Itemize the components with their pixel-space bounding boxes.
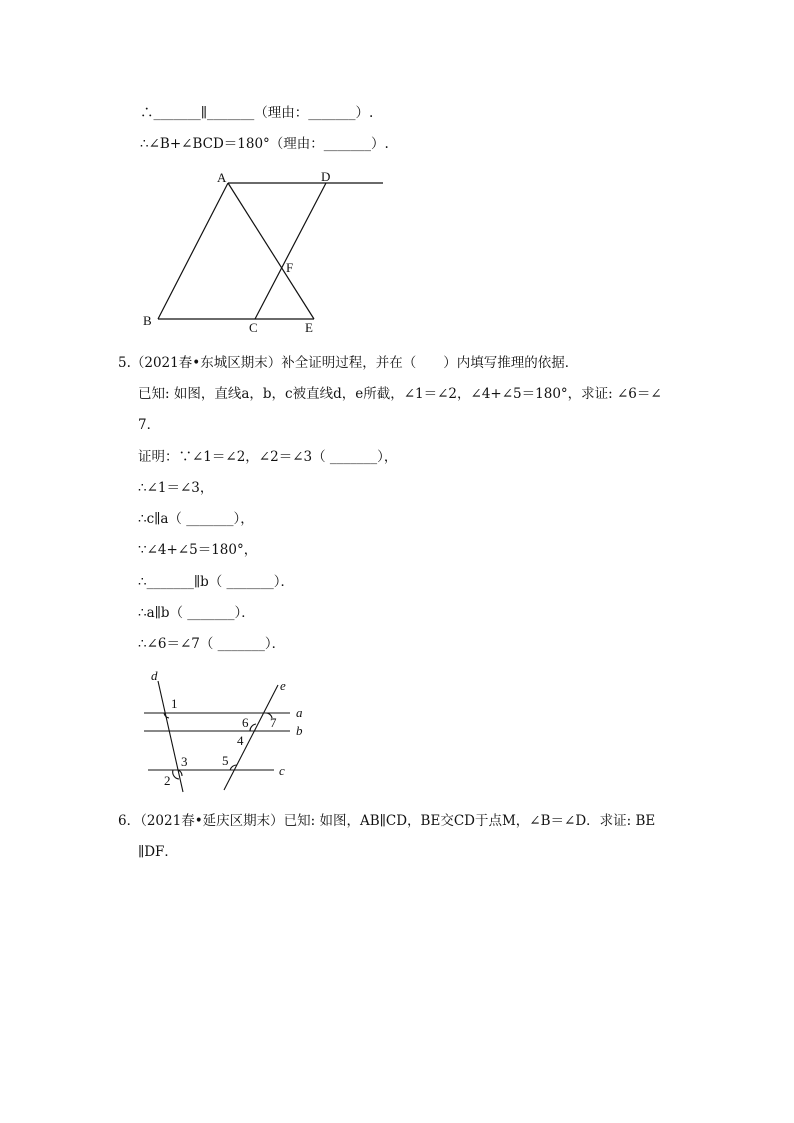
angle-label-5: 5 bbox=[222, 753, 229, 768]
angle-label-4: 4 bbox=[237, 733, 244, 748]
point-label-B: B bbox=[143, 313, 152, 328]
angle-label-3: 3 bbox=[181, 754, 188, 769]
angle-label-2: 2 bbox=[164, 773, 171, 788]
point-label-F: F bbox=[286, 260, 294, 275]
line-label-b: b bbox=[296, 723, 303, 738]
line-label-c: c bbox=[279, 763, 285, 778]
q5-header: 5.（2021春•东城区期末）补全证明过程，并在（ ）内填写推理的依据． bbox=[118, 355, 579, 371]
q6-line-1: 6．（2021春•延庆区期末）已知: 如图，AB∥CD，BE交CD于点M，∠B＝∠D．求证: BE bbox=[118, 813, 656, 829]
point-label-E: E bbox=[305, 320, 313, 335]
q5-proof-line: 证明：∵∠1＝∠2，∠2＝∠3（ _______）， bbox=[138, 449, 398, 465]
figure-parallelogram bbox=[135, 168, 395, 338]
q5-proof-line: ∴_______∥b（ _______）． bbox=[138, 574, 295, 590]
q5-given-line-1: 已知: 如图，直线a，b，c被直线d，e所截，∠1＝∠2，∠4+∠5＝180°，求证: ∠6＝∠ bbox=[138, 386, 662, 402]
reason-line-angle-sum: ∴∠B+∠BCD＝180°（理由：_______）. bbox=[140, 136, 389, 152]
line-label-d: d bbox=[151, 668, 158, 683]
angle-label-6: 6 bbox=[242, 715, 249, 730]
q5-proof-line: ∵∠4+∠5＝180°， bbox=[138, 542, 258, 558]
q5-given-line-2: 7． bbox=[138, 417, 161, 433]
q5-proof-line: ∴a∥b（ _______）． bbox=[138, 605, 255, 621]
q6-line-2: ∥DF． bbox=[138, 844, 178, 860]
q5-proof-line: ∴∠1＝∠3， bbox=[138, 480, 214, 496]
q5-proof-line: ∴∠6＝∠7（ _______）． bbox=[138, 636, 286, 652]
angle-label-1: 1 bbox=[171, 696, 178, 711]
angle-label-7: 7 bbox=[270, 715, 277, 730]
q5-proof-line: ∴c∥a（ _______）， bbox=[138, 511, 254, 527]
reason-line-parallel: ∴_______∥_______（理由：_______）. bbox=[140, 105, 374, 121]
point-label-D: D bbox=[321, 169, 331, 184]
figure-transversals bbox=[138, 666, 318, 796]
line-label-a: a bbox=[296, 705, 303, 720]
point-label-A: A bbox=[217, 170, 227, 185]
point-label-C: C bbox=[249, 320, 258, 335]
line-label-e: e bbox=[280, 678, 286, 693]
